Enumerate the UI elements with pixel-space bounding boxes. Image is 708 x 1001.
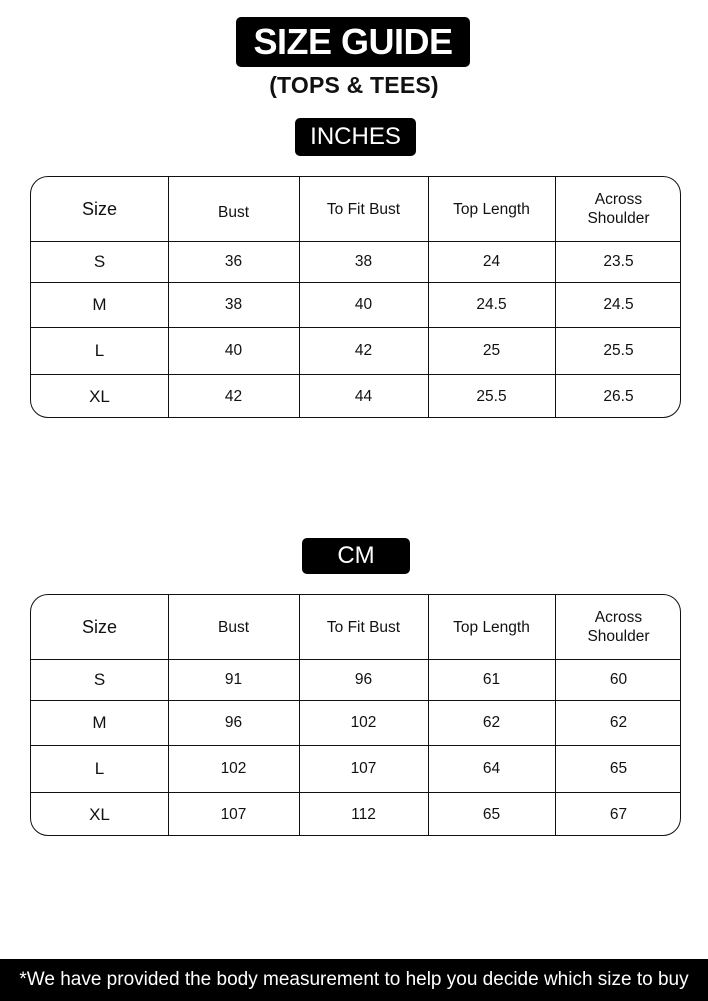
inches-size-table [30, 176, 681, 418]
measurement-cell-top-length: 25 [482, 342, 501, 359]
header-top-length: Top Length [453, 200, 530, 218]
header-top-length: Top Length [453, 618, 530, 636]
size-label-cell: S [93, 252, 106, 271]
measurement-cell-bust: 102 [220, 760, 247, 777]
footer-note: *We have provided the body measurement to help you decide which size to buy [0, 959, 708, 1001]
measurement-cell-bust: 42 [224, 388, 243, 405]
measurement-cell-across-shoulder: 25.5 [603, 342, 634, 359]
measurement-cell-across-shoulder: 62 [609, 714, 628, 731]
measurement-cell-across-shoulder: 65 [609, 760, 628, 777]
measurement-cell-top-length: 65 [482, 806, 501, 823]
measurement-cell-to-fit-bust: 96 [354, 671, 373, 688]
size-label-cell: M [92, 295, 107, 314]
measurement-cell-to-fit-bust: 38 [354, 253, 373, 270]
size-label-cell: M [92, 713, 107, 732]
measurement-cell-to-fit-bust: 40 [354, 296, 373, 313]
header-bust: Bust [217, 203, 249, 221]
inches-unit-badge: INCHES [295, 118, 416, 156]
header-across-shoulder: Across Shoulder [587, 191, 650, 227]
measurement-cell-top-length: 61 [482, 671, 501, 688]
header-size: Size [81, 616, 117, 637]
measurement-cell-across-shoulder: 24.5 [603, 296, 634, 313]
measurement-cell-across-shoulder: 60 [609, 671, 628, 688]
size-label-cell: L [94, 341, 105, 360]
measurement-cell-top-length: 62 [482, 714, 501, 731]
cm-unit-badge: CM [302, 538, 410, 574]
measurement-cell-bust: 36 [224, 253, 243, 270]
header-across-shoulder: Across Shoulder [587, 609, 650, 645]
measurement-cell-to-fit-bust: 44 [354, 388, 373, 405]
measurement-cell-across-shoulder: 23.5 [603, 253, 634, 270]
measurement-cell-to-fit-bust: 112 [351, 806, 376, 823]
cm-size-table [30, 594, 681, 836]
measurement-cell-top-length: 64 [482, 760, 501, 777]
size-label-cell: XL [89, 805, 110, 824]
measurement-cell-bust: 91 [224, 671, 243, 688]
size-label-cell: XL [89, 387, 110, 406]
measurement-cell-to-fit-bust: 102 [350, 714, 377, 731]
page-title: SIZE GUIDE [236, 17, 470, 67]
measurement-cell-bust: 107 [220, 806, 247, 823]
size-label-cell: L [94, 759, 105, 778]
measurement-cell-to-fit-bust: 107 [350, 760, 377, 777]
measurement-cell-top-length: 24 [482, 253, 501, 270]
measurement-cell-across-shoulder: 67 [609, 806, 628, 823]
header-to-fit-bust: To Fit Bust [326, 618, 401, 636]
measurement-cell-top-length: 25.5 [476, 388, 507, 405]
header-to-fit-bust: To Fit Bust [326, 200, 401, 218]
header-bust: Bust [217, 618, 249, 636]
measurement-cell-bust: 38 [224, 296, 243, 313]
header-size: Size [81, 198, 117, 219]
measurement-cell-bust: 96 [224, 714, 243, 731]
size-label-cell: S [93, 670, 106, 689]
page-subtitle: (TOPS & TEES) [269, 72, 439, 98]
measurement-cell-to-fit-bust: 42 [354, 342, 373, 359]
measurement-cell-across-shoulder: 26.5 [603, 388, 634, 405]
measurement-cell-bust: 40 [224, 342, 243, 359]
measurement-cell-top-length: 24.5 [476, 296, 507, 313]
